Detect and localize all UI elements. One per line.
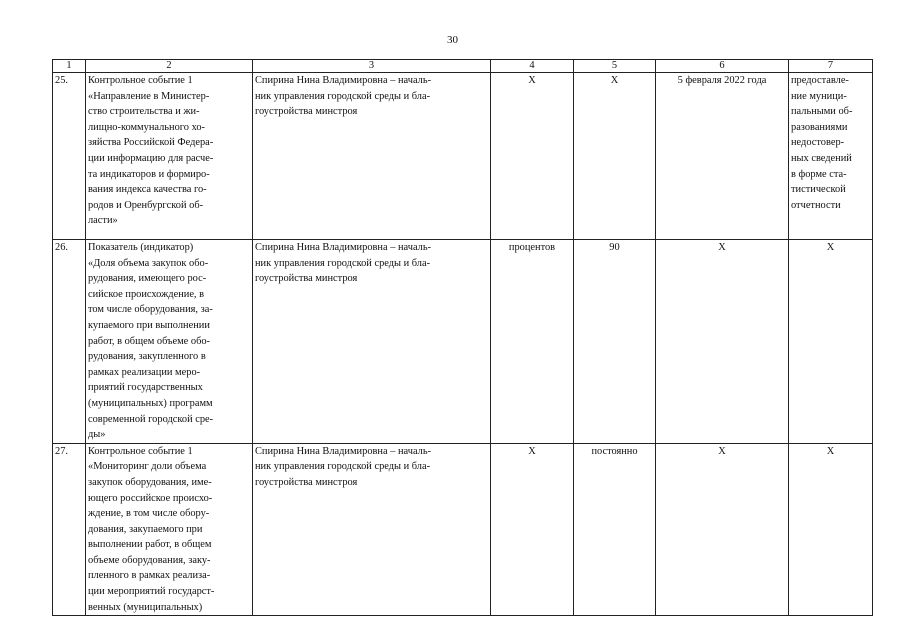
row-number: 26. bbox=[53, 240, 86, 444]
page-number: 30 bbox=[447, 34, 458, 46]
source-cell: предоставле- ние муници- пальными об- разованиями недостовер- ных сведений в форме ста- тистической отчетности bbox=[789, 73, 873, 240]
header-row bbox=[53, 60, 873, 73]
table-row bbox=[53, 443, 873, 616]
date-cell: 5 февраля 2022 года bbox=[656, 73, 789, 240]
row-number: 25. bbox=[53, 73, 86, 240]
document-table bbox=[52, 59, 873, 616]
source-cell: Х bbox=[789, 240, 873, 444]
header-col-5: 5 bbox=[574, 60, 656, 73]
header-col-1: 1 bbox=[53, 60, 86, 73]
responsible-cell: Спирина Нина Владимировна – началь- ник управления городской среды и бла- гоустройства минстроя bbox=[253, 443, 491, 616]
header-col-3: 3 bbox=[253, 60, 491, 73]
table-body bbox=[53, 73, 873, 616]
source-cell: Х bbox=[789, 443, 873, 616]
header-col-4: 4 bbox=[491, 60, 574, 73]
header-col-6: 6 bbox=[656, 60, 789, 73]
table-row bbox=[53, 240, 873, 444]
header-col-2: 2 bbox=[86, 60, 253, 73]
unit-cell: Х bbox=[491, 73, 574, 240]
unit-cell: Х bbox=[491, 443, 574, 616]
responsible-cell: Спирина Нина Владимировна – началь- ник управления городской среды и бла- гоустройства минстроя bbox=[253, 240, 491, 444]
event-cell: Контрольное событие 1 «Направление в Министер- ство строительства и жи- лищно-коммунального хо- зяйства Российской Федера- ции информацию для расче- та индикаторов и формиро- вания индекса качества го- родов и Оренбургской об- ласти» bbox=[86, 73, 253, 240]
value-cell: постоянно bbox=[574, 443, 656, 616]
table-row bbox=[53, 73, 873, 240]
value-cell: 90 bbox=[574, 240, 656, 444]
unit-cell: процентов bbox=[491, 240, 574, 444]
responsible-cell: Спирина Нина Владимировна – началь- ник управления городской среды и бла- гоустройства минстроя bbox=[253, 73, 491, 240]
date-cell: Х bbox=[656, 443, 789, 616]
event-cell: Контрольное событие 1 «Мониторинг доли объема закупок оборудования, име- ющего российское происхо- ждение, в том числе обору- дования, закупаемого при выполнении работ, в общем объеме оборудования, заку- пленного в рамках реализа- ции мероприятий государст- венных (муниципальных) bbox=[86, 443, 253, 616]
header-col-7: 7 bbox=[789, 60, 873, 73]
value-cell: Х bbox=[574, 73, 656, 240]
table-header bbox=[53, 60, 873, 73]
event-cell: Показатель (индикатор) «Доля объема закупок обо- рудования, имеющего рос- сийское происхождение, в том числе оборудования, за- купаемого при выполнении работ, в общем объеме обо- рудования, закупленного в рамках реализации меро- приятий государственных (муниципальных) программ современной городской сре- ды» bbox=[86, 240, 253, 444]
row-number: 27. bbox=[53, 443, 86, 616]
date-cell: Х bbox=[656, 240, 789, 444]
